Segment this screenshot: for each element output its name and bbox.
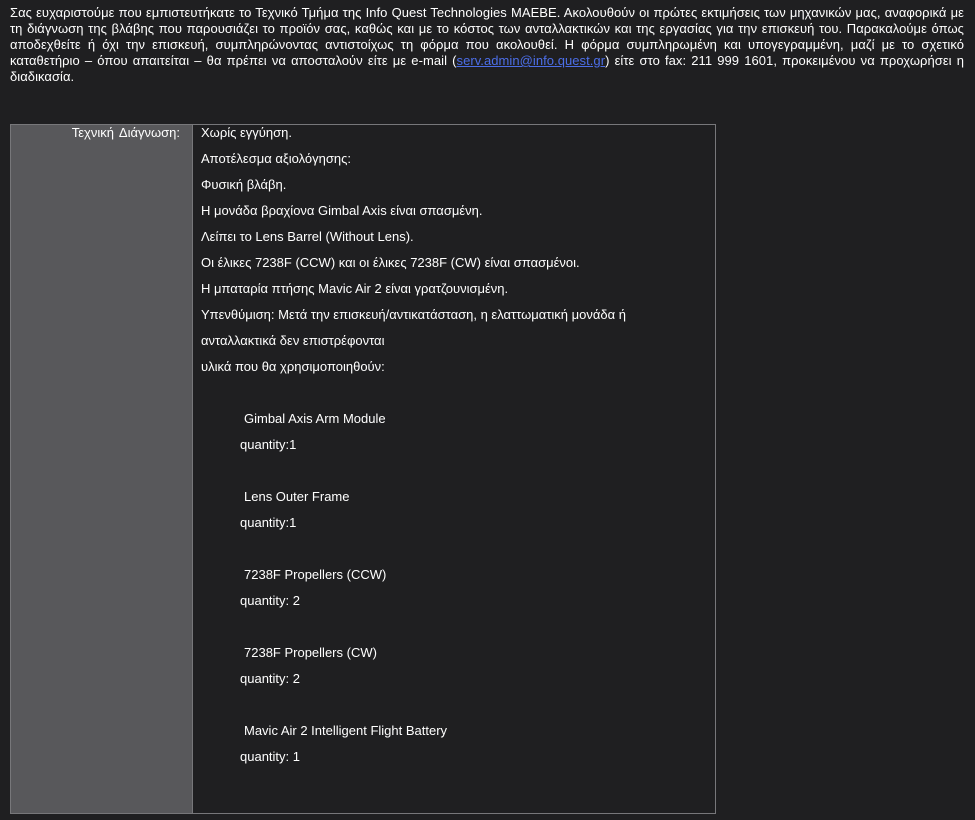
intro-text-end: ) είτε στο fax: 211 999 1601, προκειμένου να προχωρήσει η διαδικασία. [10, 53, 964, 84]
intro-text: Σας ευχαριστούμε που εμπιστευτήκατε το Τεχνικό Τμήμα της Info Quest Technologies ΜΑΕΒΕ. Ακολουθούν οι πρώτες εκτιμήσεις των μηχανικών μας, αναφορικά με τη διάγνωση της βλάβης που παρουσιάζει το προϊόν σας, καθώς και με το κόστος των ανταλλακτικών και της εργασίας για την επισκευή του. Παρακαλούμε όπως αποδεχθείτε ή όχι την επισκευή, συμπληρώνοντας αντιστοίχως τη φόρμα που ακολουθεί. Η φόρμα συμπληρωμένη και υπογεγραμμένη, μαζί με το σχετικό καταθετήριο – όπου απαιτείται – θα πρέπει να αποσταλούν είτε με e-mail ( [10, 5, 964, 68]
diagnosis-line-warranty: Χωρίς εγγύηση. [201, 125, 292, 140]
part-quantity: quantity: 2 [240, 593, 300, 608]
diagnosis-line-lens: Λείπει το Lens Barrel (Without Lens). [201, 229, 414, 244]
part-quantity: quantity:1 [240, 437, 297, 452]
diagnosis-line-materials: υλικά που θα χρησιμοποιηθούν: [201, 359, 385, 374]
diagnosis-line-gimbal: Η μονάδα βραχίονα Gimbal Axis είναι σπασμένη. [201, 203, 483, 218]
diagnosis-line-reminder-cont: ανταλλακτικά δεν επιστρέφονται [201, 333, 385, 348]
diagnosis-line-damage-type: Φυσική βλάβη. [201, 177, 287, 192]
diagnosis-line-battery: Η μπαταρία πτήσης Mavic Air 2 είναι γρατζουνισμένη. [201, 281, 509, 296]
diagnosis-label-cell [11, 125, 193, 813]
email-link[interactable]: serv.admin@info.quest.gr [456, 53, 606, 68]
diagnosis-line-propellers: Οι έλικες 7238F (CCW) και οι έλικες 7238F (CW) είναι σπασμένοι. [201, 255, 580, 270]
diagnosis-value-cell [193, 125, 715, 813]
part-name: 7238F Propellers (CCW) [244, 567, 387, 582]
part-name: Mavic Air 2 Intelligent Flight Battery [244, 723, 448, 738]
diagnosis-label: Τεχνική Διάγνωση: [71, 125, 180, 140]
diagnosis-table [10, 124, 716, 814]
part-name: 7238F Propellers (CW) [244, 645, 377, 660]
intro-paragraph [10, 5, 964, 85]
diagnosis-line-result-heading: Αποτέλεσμα αξιολόγησης: [201, 151, 351, 166]
part-name: Lens Outer Frame [244, 489, 350, 504]
part-quantity: quantity:1 [240, 515, 297, 530]
diagnosis-line-reminder: Υπενθύμιση: Μετά την επισκευή/αντικατάσταση, η ελαττωματική μονάδα ή [201, 307, 626, 322]
part-quantity: quantity: 1 [240, 749, 300, 764]
part-quantity: quantity: 2 [240, 671, 300, 686]
part-name: Gimbal Axis Arm Module [244, 411, 386, 426]
